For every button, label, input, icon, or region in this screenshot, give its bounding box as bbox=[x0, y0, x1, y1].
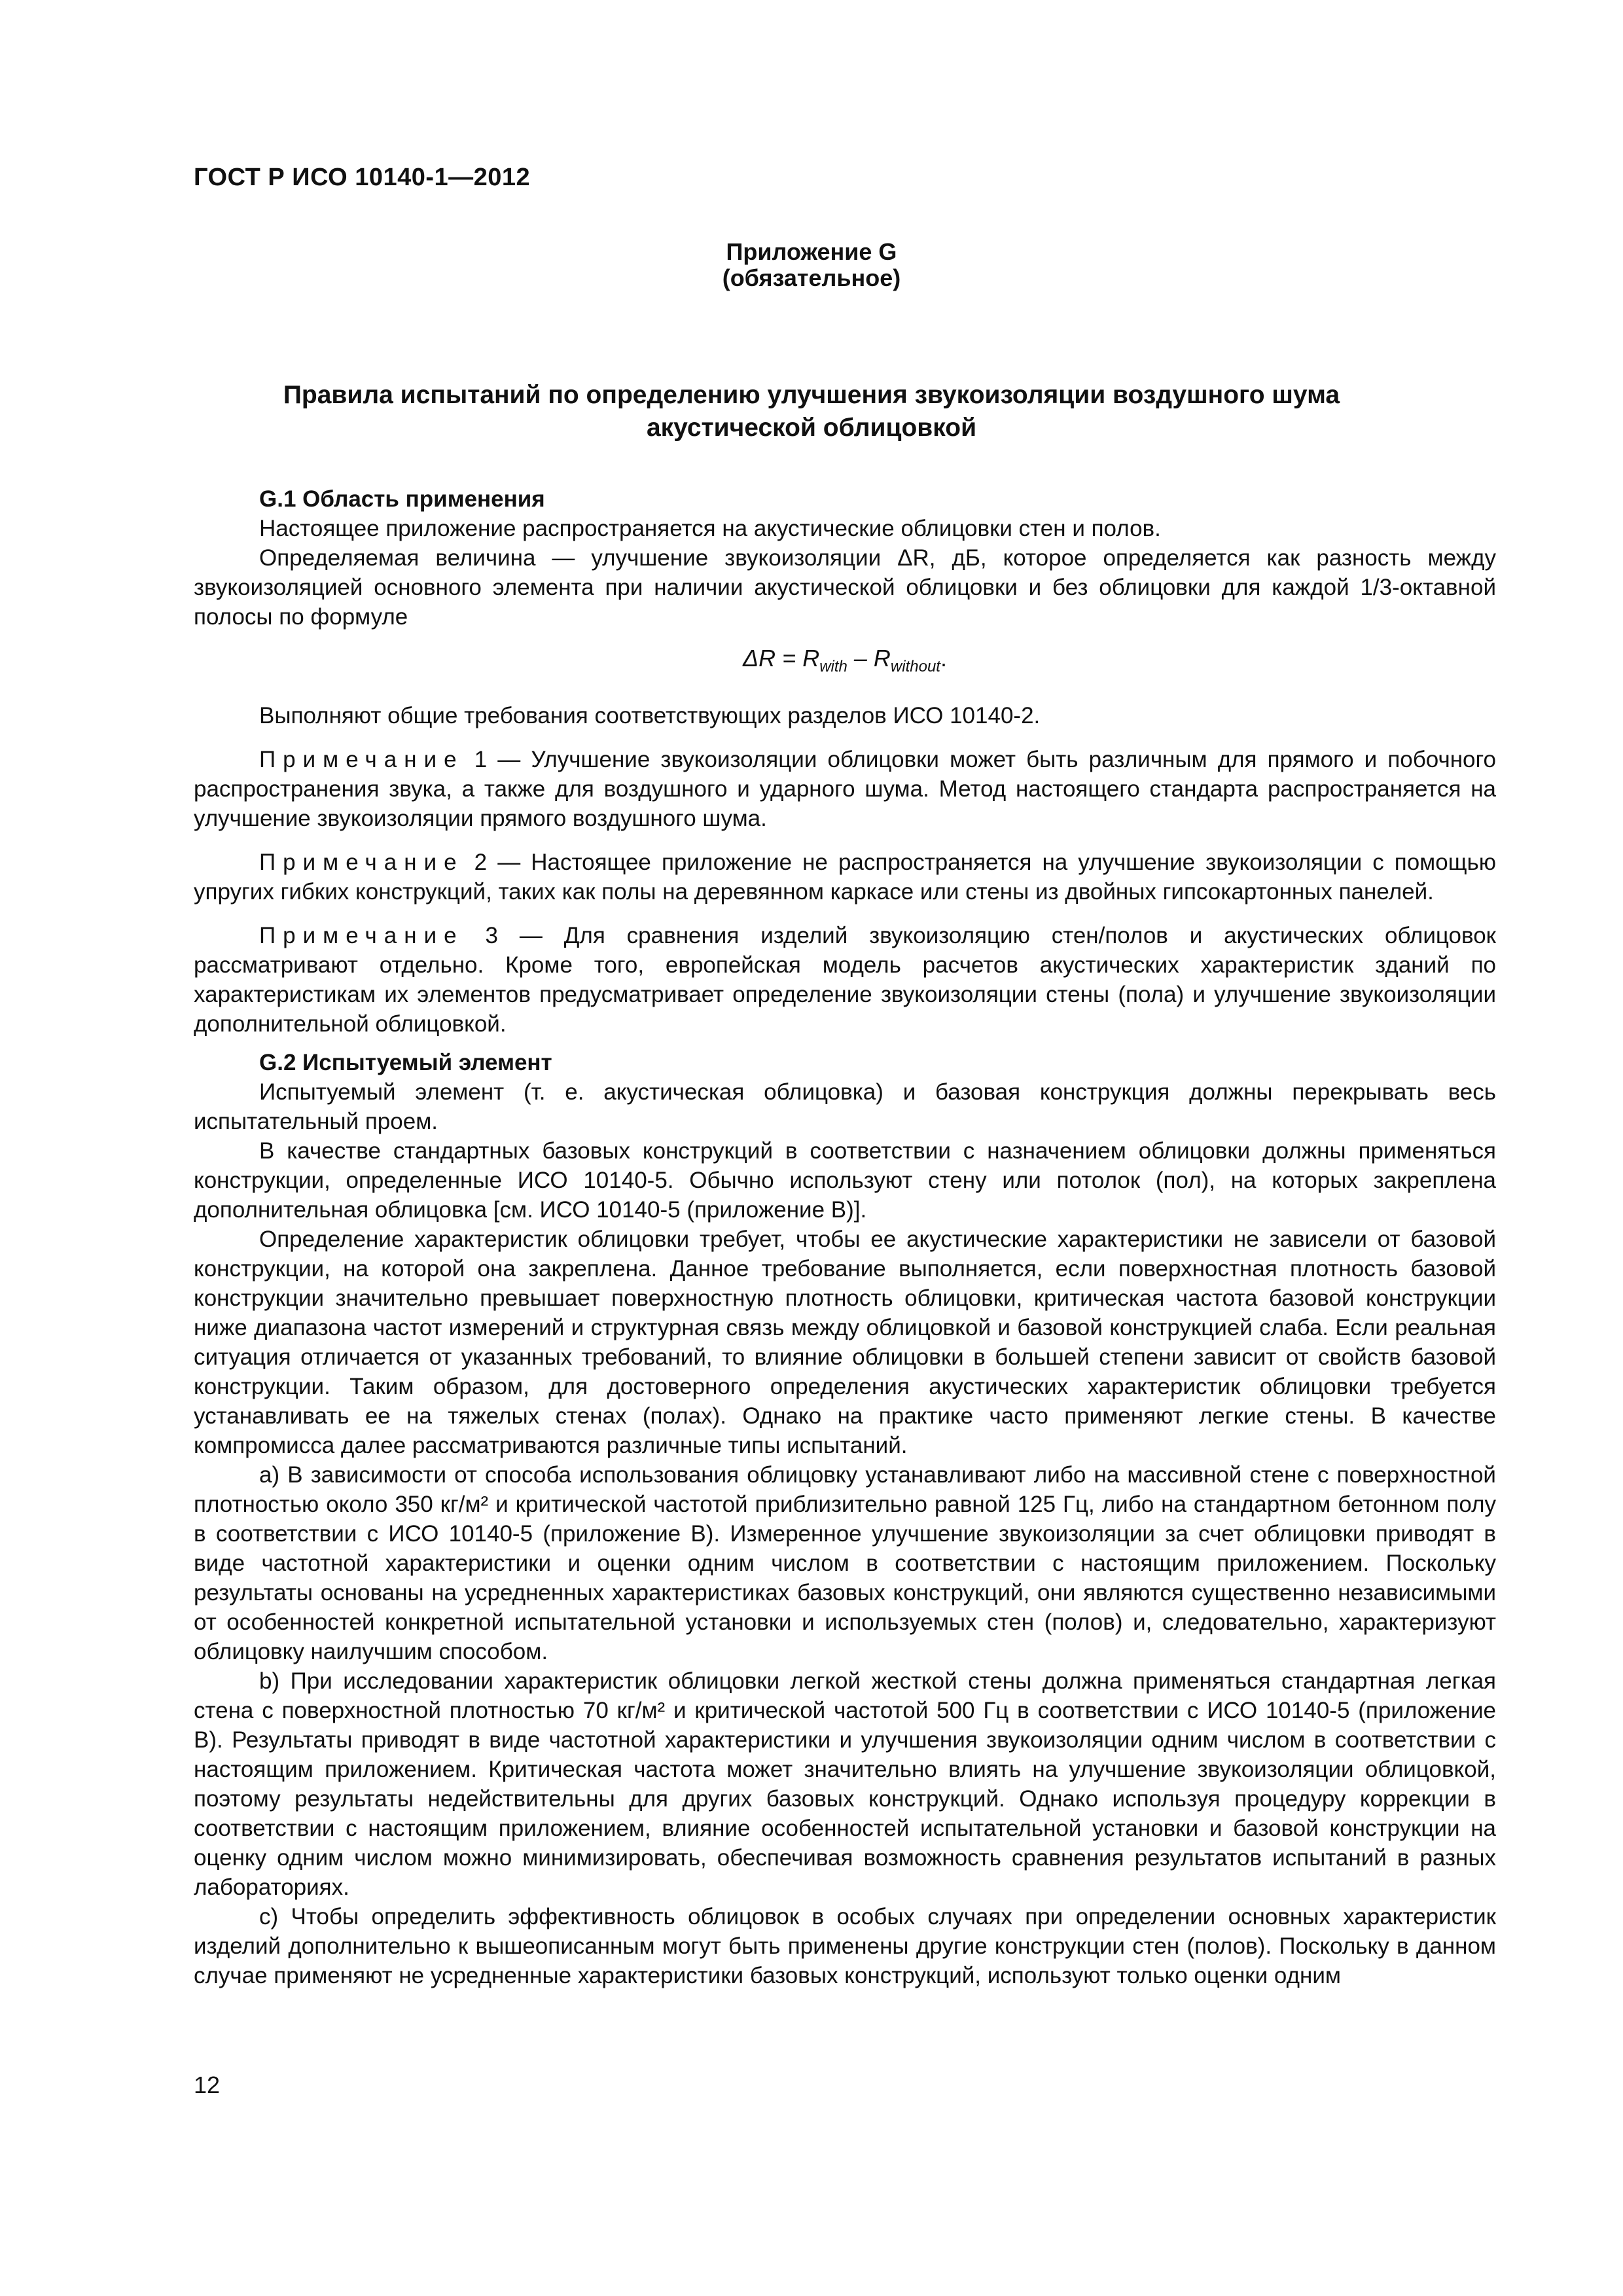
page-number: 12 bbox=[194, 2072, 221, 2098]
paragraph: В качестве стандартных базовых конструкций в соответствии с назначением облицовки должны применяться конструкции, определенные ИСО 10140-5. Обычно используют стену или потолок (пол), на которых закреплена дополнительная облицовка [см. ИСО 10140-5 (приложение В)]. bbox=[194, 1138, 1496, 1223]
list-item-c: с) Чтобы определить эффективность облицовок в особых случаях при определении основных характеристик изделий дополнительно к вышеописанным могут быть применены другие конструкции стен (полов). Поскольку в данном случае применяют не усредненные характеристики базовых конструкций, используют только оценки одним bbox=[194, 1904, 1496, 1989]
paragraph: Выполняют общие требования соответствующих разделов ИСО 10140-2. bbox=[259, 703, 1041, 729]
note-label: Примечание bbox=[259, 747, 464, 773]
note-3 bbox=[194, 921, 1496, 1039]
section-heading-g2: G.2 Испытуемый элемент bbox=[259, 1050, 552, 1076]
paragraph: Определяемая величина — улучшение звукоизоляции ΔR, дБ, которое определяется как разность между звукоизоляцией основного элемента при наличии акустической облицовки и без облицовки для каждой 1/3-октавной полосы по формуле bbox=[194, 545, 1496, 630]
list-item-b: b) При исследовании характеристик облицовки легкой жесткой стены должна применяться стандартная легкая стена с поверхностной плотностью 70 кг/м² и критической частотой 500 Гц в соответствии с ИСО 10140-5 (приложение В). Результаты приводят в виде частотной характеристики и улучшения звукоизоляции одним числом в соответствии с настоящим приложением. Критическая частота может значительно влиять на улучшение звукоизоляции облицовкой, поэтому результаты недействительны для других базовых конструкций. Однако используя процедуру коррекции в соответствии с настоящим приложением, влияние особенностей испытательной установки и базовой конструкции на оценку одним числом можно минимизировать, обеспечивая возможность сравнения результатов испытаний в разных лабораториях. bbox=[194, 1668, 1496, 1901]
paragraph: Настоящее приложение распространяется на акустические облицовки стен и полов. bbox=[259, 516, 1161, 541]
note-text: 1 — Улучшение звукоизоляции облицовки может быть различным для прямого и побочного распространения звука, а также для воздушного и ударного шума. Метод настоящего стандарта распространяется на улучшение звукоизоляции прямого воздушного шума. bbox=[194, 747, 1496, 832]
annex-label: Приложение G bbox=[726, 238, 897, 265]
paragraph: Испытуемый элемент (т. е. акустическая облицовка) и базовая конструкция должны перекрывать весь испытательный проем. bbox=[194, 1079, 1496, 1135]
formula-lhs: ΔR = R bbox=[743, 645, 820, 672]
formula-mid: – R bbox=[847, 645, 891, 672]
note-2 bbox=[194, 848, 1496, 906]
note-label: Примечание bbox=[259, 850, 464, 876]
list-item-a: а) В зависимости от способа использования облицовку устанавливают либо на массивной стене с поверхностной плотностью около 350 кг/м² и критической частотой приблизительно равной 125 Гц, либо на стандартном бетонном полу в соответствии с ИСО 10140-5 (приложение В). Измеренное улучшение звукоизоляции за счет облицовки приводят в виде частотной характеристики и оценки одним числом в соответствии с настоящим приложением. Поскольку результаты основаны на усредненных характеристиках базовых конструкций, они являются существенно независимыми от особенностей конкретной испытательной установки и используемых стен (полов) и, следовательно, характеризуют облицовку наилучшим способом. bbox=[194, 1462, 1496, 1665]
note-1 bbox=[194, 745, 1496, 833]
section-heading-g1: G.1 Область применения bbox=[259, 486, 545, 512]
annex-status: (обязательное) bbox=[722, 264, 901, 291]
formula bbox=[194, 632, 1496, 701]
note-text: 2 — Настоящее приложение не распространяется на улучшение звукоизоляции с помощью упругих гибких конструкций, таких как полы на деревянном каркасе или стены из двойных гипсокартонных панелей. bbox=[194, 850, 1496, 905]
note-label: Примечание bbox=[259, 923, 464, 949]
formula-end: . bbox=[940, 645, 947, 672]
document-code: ГОСТ Р ИСО 10140-1—2012 bbox=[194, 164, 531, 191]
formula-sub-with: with bbox=[819, 658, 847, 676]
note-text: 3 — Для сравнения изделий звукоизоляцию стен/полов и акустических облицовок рассматривают отдельно. Кроме того, европейская модель расчетов акустических характеристик зданий по характеристикам их элементов предусматривает определение звукоизоляции стены (пола) и улучшение звукоизоляции дополнительной облицовкой. bbox=[194, 923, 1496, 1037]
annex-title-line-2: акустической облицовкой bbox=[646, 414, 977, 442]
paragraph: Определение характеристик облицовки требует, чтобы ее акустические характеристики не зависели от базовой конструкции, на которой она закреплена. Данное требование выполняется, если поверхностная плотность базовой конструкции значительно превышает поверхностную плотность облицовки, критическая частота базовой конструкции ниже диапазона частот измерений и структурная связь между облицовкой и базовой конструкцией слаба. Если реальная ситуация отличается от указанных требований, то влияние облицовки в большей степени зависит от свойств базовой конструкции. Таким образом, для достоверного определения акустических характеристик облицовки требуется устанавливать ее на тяжелых стенах (полах). Однако на практике часто применяют легкие стены. В качестве компромисса далее рассматриваются различные типы испытаний. bbox=[194, 1227, 1496, 1459]
formula-sub-without: without bbox=[890, 658, 940, 676]
document-body bbox=[194, 484, 1496, 1990]
annex-title-line-1: Правила испытаний по определению улучшения звукоизоляции воздушного шума bbox=[283, 381, 1340, 409]
